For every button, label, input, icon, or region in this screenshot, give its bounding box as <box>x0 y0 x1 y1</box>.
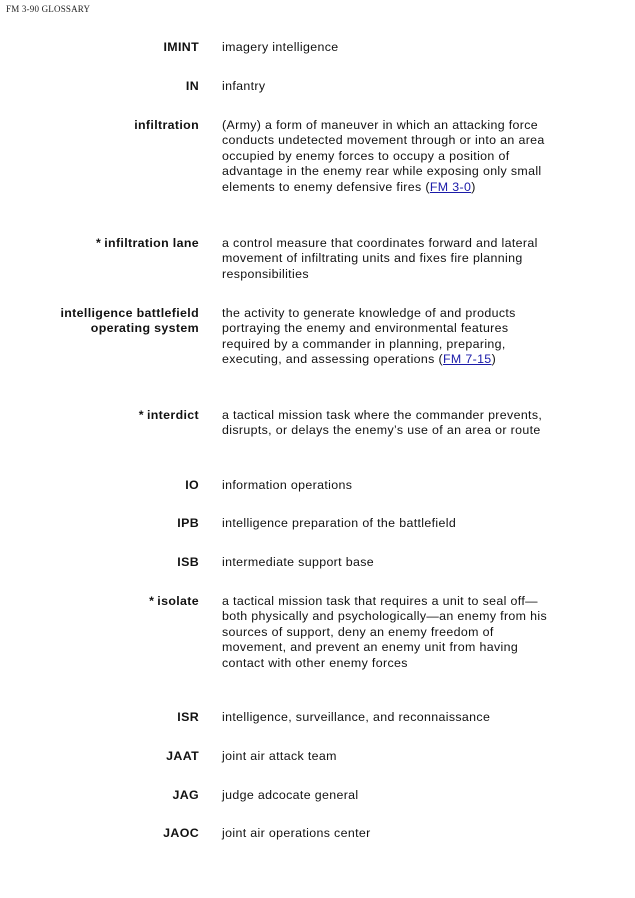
glossary-term: IPB <box>177 516 199 530</box>
glossary-definition: joint air operations center <box>222 826 371 840</box>
glossary-term: IO <box>185 478 199 492</box>
glossary-definition: a control measure that coordinates forward and lateral movement of infiltrating units and fixes fire planning responsibilities <box>222 236 538 281</box>
glossary-definition: intelligence, surveillance, and reconnaissance <box>222 710 491 724</box>
glossary-term: ISR <box>177 710 199 724</box>
reference-link-fm-3-0[interactable]: FM 3-0 <box>429 179 472 194</box>
new-term-marker: * <box>149 594 155 608</box>
glossary-term: infiltration <box>134 118 199 132</box>
reference-link-fm-7-15[interactable]: FM 7-15 <box>442 352 492 367</box>
glossary-definition: infantry <box>222 79 266 93</box>
glossary-definition: judge adcocate general <box>222 788 359 802</box>
glossary-definition: intelligence preparation of the battlefield <box>222 516 457 530</box>
glossary-term: ISB <box>177 555 199 569</box>
glossary-definition: a tactical mission task that requires a unit to seal off—both physically and psychologically—an enemy from his sources of support, deny an enemy freedom of movement, and prevent an enemy unit from having contact with other enemy forces <box>222 594 548 670</box>
glossary-definition: (Army) a form of maneuver in which an attacking force conducts undetected movement through or into an area occupied by enemy forces to occupy a position of advantage in the enemy rear while exposing only small elements to enemy defensive fires (FM 3-0) <box>222 118 545 194</box>
glossary-definition: intermediate support base <box>222 555 375 569</box>
glossary-definition: imagery intelligence <box>222 40 339 54</box>
new-term-marker: * <box>138 408 144 422</box>
running-header: FM 3-90 GLOSSARY <box>6 4 91 14</box>
glossary-term: JAG <box>172 788 199 802</box>
glossary-definition: joint air attack team <box>222 749 337 763</box>
glossary-term: JAOC <box>163 826 199 840</box>
glossary-term: * infiltration lane <box>96 236 199 250</box>
new-term-marker: * <box>96 236 102 250</box>
glossary-term: intelligence battlefield operating system <box>60 306 199 336</box>
glossary-definition: a tactical mission task where the commander prevents, disrupts, or delays the enemy’s use of an area or route <box>222 408 543 438</box>
glossary-definition: the activity to generate knowledge of and products portraying the enemy and environmental features required by a commander in planning, preparing, executing, and assessing operations (FM 7-15) <box>222 306 516 367</box>
glossary-term: IN <box>185 79 199 93</box>
glossary-term: * isolate <box>149 594 199 608</box>
glossary-term: IMINT <box>163 40 199 54</box>
glossary-term: JAAT <box>166 749 199 763</box>
glossary-definition: information operations <box>222 478 353 492</box>
glossary-term: * interdict <box>138 408 199 422</box>
